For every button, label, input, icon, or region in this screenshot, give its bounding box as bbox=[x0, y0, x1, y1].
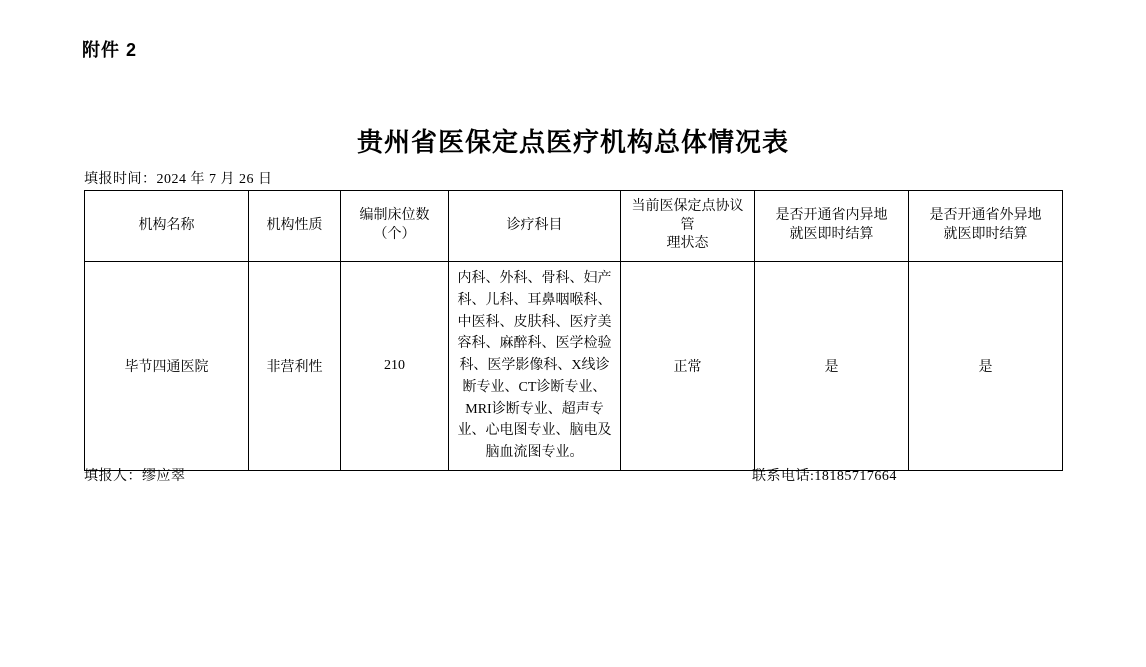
fill-date-text: 填报时间：2024 年 7 月 26 日 bbox=[84, 172, 273, 187]
header-agreement-status-line1: 当前医保定点协议管 bbox=[631, 198, 744, 233]
header-intra-province-settlement bbox=[755, 191, 909, 262]
header-departments: 诊疗科目 bbox=[449, 191, 621, 262]
header-bed-count bbox=[341, 191, 449, 262]
header-bed-count-line2: （个） bbox=[373, 227, 416, 242]
table-header-row bbox=[85, 191, 1063, 262]
cell-institution-nature: 非营利性 bbox=[249, 262, 341, 471]
header-inter-province-line1: 是否开通省外异地 bbox=[929, 208, 1042, 224]
attachment-label: 附件 2 bbox=[82, 40, 138, 60]
cell-agreement-status: 正常 bbox=[621, 262, 755, 471]
institution-summary-table bbox=[84, 190, 1063, 471]
cell-bed-count: 210 bbox=[341, 262, 449, 471]
cell-inter-province-settlement: 是 bbox=[909, 262, 1063, 471]
table-row bbox=[85, 262, 1063, 471]
contact-phone-text: 联系电话:18185717664 bbox=[752, 469, 897, 484]
header-institution-name: 机构名称 bbox=[85, 191, 249, 262]
header-agreement-status-line2: 理状态 bbox=[666, 236, 709, 252]
header-agreement-status bbox=[621, 191, 755, 262]
header-institution-nature: 机构性质 bbox=[249, 191, 341, 262]
reporter-text: 填报人：缪应翠 bbox=[84, 469, 186, 484]
header-inter-province-line2: 就医即时结算 bbox=[943, 227, 1028, 242]
header-bed-count-line1: 编制床位数 bbox=[359, 208, 430, 224]
header-inter-province-settlement bbox=[909, 191, 1063, 262]
header-intra-province-line1: 是否开通省内异地 bbox=[775, 208, 888, 224]
page-title: 贵州省医保定点医疗机构总体情况表 bbox=[356, 127, 789, 157]
header-intra-province-line2: 就医即时结算 bbox=[789, 227, 874, 242]
cell-intra-province-settlement: 是 bbox=[755, 262, 909, 471]
cell-institution-name: 毕节四通医院 bbox=[85, 262, 249, 471]
cell-departments: 内科、外科、骨科、妇产科、儿科、耳鼻咽喉科、中医科、皮肤科、医疗美容科、麻醉科、医学检验科、医学影像科、X线诊断专业、CT诊断专业、MRI诊断专业、超声专业、心电图专业、脑电及脑血流图专业。 bbox=[449, 262, 621, 471]
